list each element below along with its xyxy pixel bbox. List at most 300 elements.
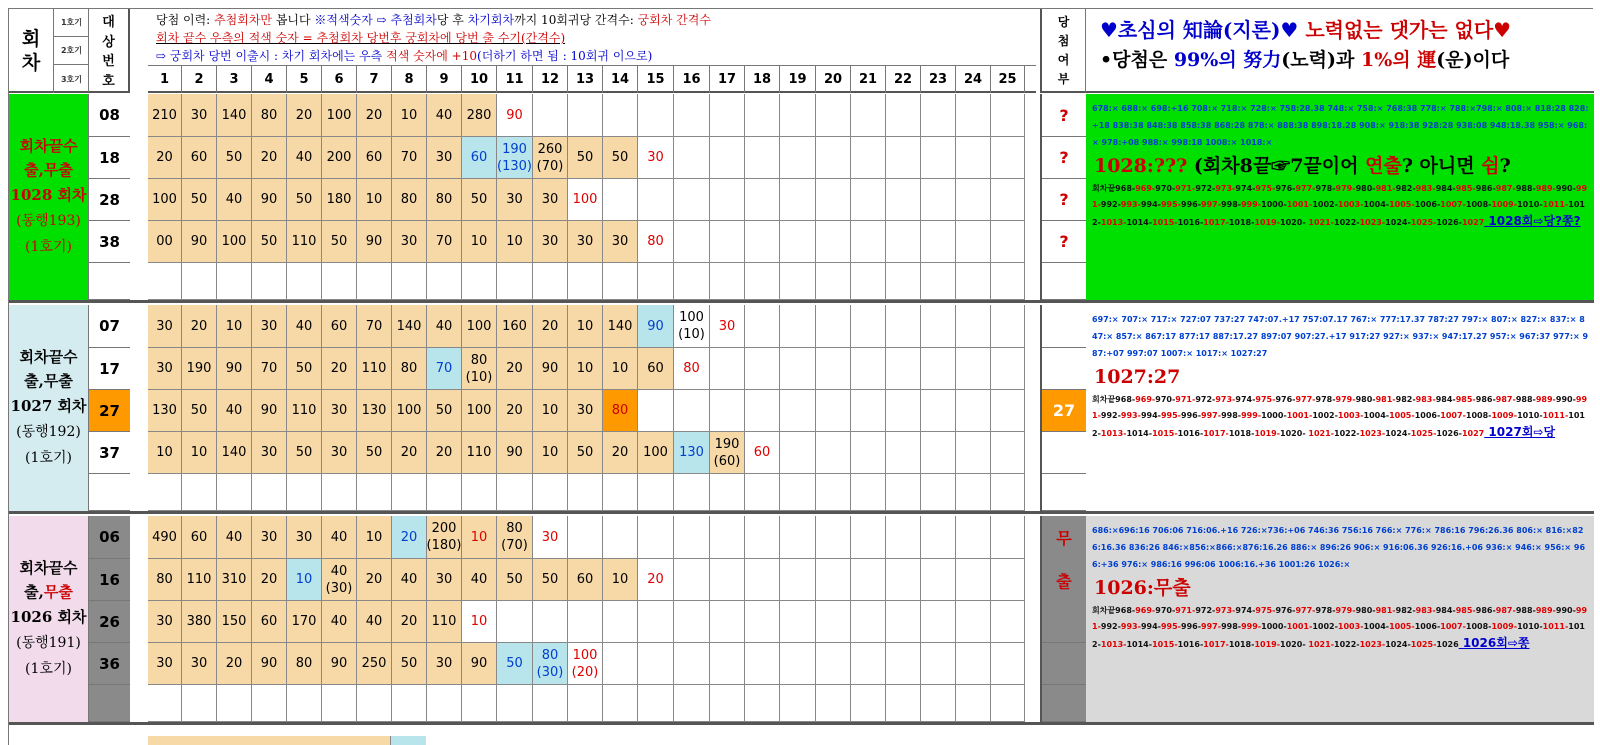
interval-cell[interactable]	[991, 221, 1025, 263]
interval-cell[interactable]: 40	[217, 516, 252, 559]
interval-cell[interactable]: 30	[252, 432, 287, 474]
interval-cell[interactable]: 50	[287, 348, 322, 390]
interval-cell[interactable]: 60	[745, 432, 780, 474]
interval-cell[interactable]	[851, 348, 886, 390]
interval-cell[interactable]	[851, 94, 886, 137]
interval-cell[interactable]: 100	[462, 390, 497, 432]
interval-cell[interactable]	[638, 474, 674, 511]
interval-cell[interactable]	[427, 474, 462, 511]
interval-cell[interactable]	[886, 263, 921, 300]
interval-cell[interactable]	[956, 137, 991, 179]
interval-cell[interactable]	[956, 432, 991, 474]
interval-cell[interactable]	[816, 559, 851, 601]
interval-cell[interactable]	[851, 137, 886, 179]
target-number-cell[interactable]: 26	[89, 601, 130, 643]
interval-cell[interactable]: 20	[148, 137, 182, 179]
interval-cell[interactable]: 160	[497, 305, 533, 348]
interval-cell[interactable]: 190 (60)	[710, 432, 745, 474]
interval-cell[interactable]	[603, 601, 638, 643]
interval-cell[interactable]: 90	[252, 643, 287, 685]
interval-cell[interactable]	[568, 474, 603, 511]
win-status-cell[interactable]: 출	[1042, 559, 1086, 601]
interval-cell[interactable]: 10	[357, 516, 392, 559]
interval-cell[interactable]	[816, 221, 851, 263]
interval-cell[interactable]	[710, 559, 745, 601]
interval-cell[interactable]	[674, 94, 710, 137]
target-number-cell[interactable]: 38	[89, 221, 130, 263]
interval-cell[interactable]: 150	[217, 601, 252, 643]
interval-cell[interactable]	[921, 390, 956, 432]
win-status-cell[interactable]	[1042, 643, 1086, 685]
interval-cell[interactable]	[956, 643, 991, 685]
interval-cell[interactable]	[851, 305, 886, 348]
interval-cell[interactable]: 140	[603, 305, 638, 348]
interval-cell[interactable]	[886, 432, 921, 474]
interval-cell[interactable]: 50	[568, 432, 603, 474]
interval-cell[interactable]	[886, 221, 921, 263]
interval-cell[interactable]: 100 (20)	[568, 643, 603, 685]
interval-cell[interactable]: 80 (70)	[497, 516, 533, 559]
interval-cell[interactable]: 250	[357, 643, 392, 685]
interval-cell[interactable]	[745, 263, 780, 300]
win-status-cell[interactable]: 무	[1042, 516, 1086, 559]
interval-cell[interactable]	[638, 263, 674, 300]
interval-cell[interactable]: 60	[638, 348, 674, 390]
interval-cell[interactable]	[816, 601, 851, 643]
interval-cell[interactable]	[674, 263, 710, 300]
interval-cell[interactable]: 90	[497, 94, 533, 137]
interval-cell[interactable]: 200 (180)	[427, 516, 462, 559]
interval-cell[interactable]: 20	[182, 305, 217, 348]
interval-cell[interactable]: 50	[603, 137, 638, 179]
interval-cell[interactable]	[745, 559, 780, 601]
win-status-cell[interactable]	[1042, 348, 1086, 390]
interval-cell[interactable]: 40	[427, 94, 462, 137]
interval-cell[interactable]: 10	[462, 601, 497, 643]
interval-cell[interactable]	[816, 263, 851, 300]
interval-cell[interactable]	[780, 474, 816, 511]
interval-cell[interactable]	[182, 474, 217, 511]
interval-cell[interactable]	[780, 305, 816, 348]
interval-cell[interactable]	[991, 601, 1025, 643]
interval-cell[interactable]: 50	[357, 432, 392, 474]
interval-cell[interactable]: 60	[568, 559, 603, 601]
interval-cell[interactable]: 10	[217, 305, 252, 348]
interval-cell[interactable]	[780, 559, 816, 601]
interval-cell[interactable]: 80	[252, 94, 287, 137]
win-status-cell[interactable]	[1042, 305, 1086, 348]
interval-cell[interactable]: 30	[392, 221, 427, 263]
interval-cell[interactable]	[497, 263, 533, 300]
interval-cell[interactable]: 50	[497, 643, 533, 685]
interval-cell[interactable]	[252, 474, 287, 511]
interval-cell[interactable]	[603, 516, 638, 559]
interval-cell[interactable]	[851, 221, 886, 263]
interval-cell[interactable]: 80	[674, 348, 710, 390]
interval-cell[interactable]	[886, 685, 921, 722]
interval-cell[interactable]: 10	[533, 390, 568, 432]
interval-cell[interactable]	[603, 94, 638, 137]
interval-cell[interactable]: 490	[148, 516, 182, 559]
interval-cell[interactable]: 20	[392, 432, 427, 474]
interval-cell[interactable]	[991, 179, 1025, 221]
interval-cell[interactable]	[710, 348, 745, 390]
interval-cell[interactable]: 100	[148, 179, 182, 221]
interval-cell[interactable]	[956, 348, 991, 390]
interval-cell[interactable]	[603, 643, 638, 685]
interval-cell[interactable]	[357, 685, 392, 722]
target-number-cell[interactable]: 07	[89, 305, 130, 348]
interval-cell[interactable]: 30	[533, 179, 568, 221]
interval-cell[interactable]: 40	[392, 559, 427, 601]
win-status-cell[interactable]: ?	[1042, 221, 1086, 263]
interval-cell[interactable]	[921, 685, 956, 722]
interval-cell[interactable]: 20	[497, 390, 533, 432]
interval-cell[interactable]	[745, 601, 780, 643]
interval-cell[interactable]: 40	[427, 305, 462, 348]
interval-cell[interactable]	[674, 474, 710, 511]
interval-cell[interactable]: 40 (30)	[322, 559, 357, 601]
win-status-cell[interactable]	[1042, 685, 1086, 722]
interval-cell[interactable]	[674, 559, 710, 601]
win-status-cell[interactable]: ?	[1042, 94, 1086, 137]
interval-cell[interactable]	[780, 516, 816, 559]
interval-cell[interactable]	[921, 263, 956, 300]
interval-cell[interactable]	[710, 516, 745, 559]
interval-cell[interactable]: 170	[287, 601, 322, 643]
interval-cell[interactable]: 20	[252, 137, 287, 179]
interval-cell[interactable]	[780, 390, 816, 432]
interval-cell[interactable]: 30	[252, 516, 287, 559]
interval-cell[interactable]	[816, 348, 851, 390]
interval-cell[interactable]	[816, 474, 851, 511]
interval-cell[interactable]	[886, 601, 921, 643]
interval-cell[interactable]: 50	[392, 643, 427, 685]
interval-cell[interactable]: 80	[427, 179, 462, 221]
interval-cell[interactable]	[851, 179, 886, 221]
interval-cell[interactable]	[710, 474, 745, 511]
interval-cell[interactable]	[991, 516, 1025, 559]
interval-cell[interactable]: 100	[638, 432, 674, 474]
interval-cell[interactable]: 80	[603, 390, 638, 432]
interval-cell[interactable]: 100	[322, 94, 357, 137]
interval-cell[interactable]: 60	[182, 516, 217, 559]
interval-cell[interactable]	[991, 559, 1025, 601]
interval-cell[interactable]: 90	[357, 221, 392, 263]
interval-cell[interactable]	[991, 94, 1025, 137]
interval-cell[interactable]: 110	[182, 559, 217, 601]
interval-cell[interactable]	[710, 94, 745, 137]
interval-cell[interactable]: 210	[148, 94, 182, 137]
interval-cell[interactable]	[886, 94, 921, 137]
interval-cell[interactable]: 190 (130)	[497, 137, 533, 179]
interval-cell[interactable]	[217, 685, 252, 722]
win-status-cell[interactable]	[1042, 474, 1086, 511]
interval-cell[interactable]: 80 (30)	[533, 643, 568, 685]
interval-cell[interactable]	[816, 94, 851, 137]
interval-cell[interactable]: 30	[533, 516, 568, 559]
target-number-cell[interactable]	[89, 263, 130, 300]
interval-cell[interactable]: 40	[287, 137, 322, 179]
interval-cell[interactable]	[886, 348, 921, 390]
interval-cell[interactable]: 90	[182, 221, 217, 263]
interval-cell[interactable]: 10	[497, 221, 533, 263]
interval-cell[interactable]: 30	[603, 221, 638, 263]
interval-cell[interactable]	[710, 179, 745, 221]
interval-cell[interactable]: 60	[357, 137, 392, 179]
interval-cell[interactable]	[921, 348, 956, 390]
interval-cell[interactable]: 20	[252, 559, 287, 601]
interval-cell[interactable]: 50	[427, 390, 462, 432]
interval-cell[interactable]: 30	[148, 601, 182, 643]
interval-cell[interactable]	[851, 390, 886, 432]
interval-cell[interactable]	[322, 474, 357, 511]
interval-cell[interactable]	[886, 305, 921, 348]
interval-cell[interactable]	[497, 685, 533, 722]
interval-cell[interactable]: 30	[148, 305, 182, 348]
interval-cell[interactable]: 70	[357, 305, 392, 348]
interval-cell[interactable]: 90	[533, 348, 568, 390]
interval-cell[interactable]	[638, 179, 674, 221]
interval-cell[interactable]: 140	[217, 94, 252, 137]
interval-cell[interactable]: 80	[148, 559, 182, 601]
interval-cell[interactable]: 30	[533, 221, 568, 263]
target-number-cell[interactable]: 36	[89, 643, 130, 685]
interval-cell[interactable]: 50	[182, 390, 217, 432]
round-link[interactable]: 1026회⇨쫑	[1458, 636, 1530, 650]
interval-cell[interactable]: 50	[322, 221, 357, 263]
interval-cell[interactable]: 40	[322, 601, 357, 643]
interval-cell[interactable]	[710, 643, 745, 685]
interval-cell[interactable]: 140	[217, 432, 252, 474]
interval-cell[interactable]: 00	[148, 221, 182, 263]
interval-cell[interactable]	[603, 685, 638, 722]
interval-cell[interactable]	[603, 179, 638, 221]
interval-cell[interactable]	[148, 263, 182, 300]
interval-cell[interactable]: 10	[462, 221, 497, 263]
interval-cell[interactable]	[568, 685, 603, 722]
interval-cell[interactable]	[533, 685, 568, 722]
interval-cell[interactable]: 20	[497, 348, 533, 390]
interval-cell[interactable]	[252, 685, 287, 722]
interval-cell[interactable]	[851, 516, 886, 559]
interval-cell[interactable]	[816, 137, 851, 179]
interval-cell[interactable]: 30	[568, 390, 603, 432]
interval-cell[interactable]	[638, 94, 674, 137]
interval-cell[interactable]	[392, 685, 427, 722]
interval-cell[interactable]	[182, 263, 217, 300]
interval-cell[interactable]	[921, 474, 956, 511]
interval-cell[interactable]	[148, 474, 182, 511]
interval-cell[interactable]: 70	[427, 348, 462, 390]
interval-cell[interactable]	[991, 474, 1025, 511]
interval-cell[interactable]: 20	[392, 516, 427, 559]
target-number-cell[interactable]: 28	[89, 179, 130, 221]
interval-cell[interactable]	[886, 179, 921, 221]
interval-cell[interactable]	[991, 137, 1025, 179]
interval-cell[interactable]: 100 (10)	[674, 305, 710, 348]
interval-cell[interactable]: 40	[217, 179, 252, 221]
interval-cell[interactable]	[991, 305, 1025, 348]
interval-cell[interactable]	[991, 348, 1025, 390]
interval-cell[interactable]	[745, 474, 780, 511]
interval-cell[interactable]	[674, 137, 710, 179]
interval-cell[interactable]	[568, 263, 603, 300]
win-status-cell[interactable]	[1042, 601, 1086, 643]
interval-cell[interactable]: 40	[462, 559, 497, 601]
interval-cell[interactable]	[816, 516, 851, 559]
interval-cell[interactable]	[851, 685, 886, 722]
interval-cell[interactable]	[956, 516, 991, 559]
interval-cell[interactable]	[745, 305, 780, 348]
interval-cell[interactable]: 100	[217, 221, 252, 263]
interval-cell[interactable]	[497, 474, 533, 511]
interval-cell[interactable]	[886, 137, 921, 179]
interval-cell[interactable]: 90	[638, 305, 674, 348]
win-status-cell[interactable]: ?	[1042, 137, 1086, 179]
interval-cell[interactable]	[638, 685, 674, 722]
interval-cell[interactable]	[780, 221, 816, 263]
interval-cell[interactable]	[956, 305, 991, 348]
interval-cell[interactable]: 60	[322, 305, 357, 348]
interval-cell[interactable]: 30	[287, 516, 322, 559]
target-number-cell[interactable]: 18	[89, 137, 130, 179]
interval-cell[interactable]	[956, 559, 991, 601]
interval-cell[interactable]	[780, 348, 816, 390]
interval-cell[interactable]	[674, 221, 710, 263]
interval-cell[interactable]	[780, 94, 816, 137]
interval-cell[interactable]	[710, 601, 745, 643]
interval-cell[interactable]: 20	[322, 348, 357, 390]
interval-cell[interactable]	[991, 643, 1025, 685]
interval-cell[interactable]	[921, 179, 956, 221]
target-number-cell[interactable]: 37	[89, 432, 130, 474]
interval-cell[interactable]	[956, 390, 991, 432]
interval-cell[interactable]: 50	[497, 559, 533, 601]
interval-cell[interactable]: 30	[322, 390, 357, 432]
interval-cell[interactable]	[780, 263, 816, 300]
interval-cell[interactable]: 10	[568, 348, 603, 390]
target-number-cell[interactable]: 08	[89, 94, 130, 137]
interval-cell[interactable]	[533, 601, 568, 643]
interval-cell[interactable]: 10	[357, 179, 392, 221]
interval-cell[interactable]: 30	[568, 221, 603, 263]
interval-cell[interactable]	[533, 263, 568, 300]
interval-cell[interactable]: 90	[252, 390, 287, 432]
interval-cell[interactable]: 20	[392, 601, 427, 643]
interval-cell[interactable]	[462, 474, 497, 511]
interval-cell[interactable]	[956, 601, 991, 643]
interval-cell[interactable]	[921, 137, 956, 179]
interval-cell[interactable]	[956, 221, 991, 263]
interval-cell[interactable]: 10	[462, 516, 497, 559]
interval-cell[interactable]: 10	[603, 348, 638, 390]
interval-cell[interactable]	[568, 601, 603, 643]
interval-cell[interactable]	[921, 94, 956, 137]
interval-cell[interactable]	[991, 263, 1025, 300]
interval-cell[interactable]: 110	[287, 221, 322, 263]
interval-cell[interactable]	[745, 685, 780, 722]
interval-cell[interactable]: 10	[603, 559, 638, 601]
target-number-cell[interactable]: 06	[89, 516, 130, 559]
interval-cell[interactable]	[780, 137, 816, 179]
target-number-cell[interactable]	[89, 685, 130, 722]
interval-cell[interactable]	[357, 263, 392, 300]
interval-cell[interactable]	[462, 685, 497, 722]
interval-cell[interactable]: 90	[252, 179, 287, 221]
interval-cell[interactable]	[710, 263, 745, 300]
interval-cell[interactable]: 70	[392, 137, 427, 179]
interval-cell[interactable]: 20	[357, 559, 392, 601]
interval-cell[interactable]	[886, 559, 921, 601]
interval-cell[interactable]: 10	[182, 432, 217, 474]
interval-cell[interactable]: 60	[182, 137, 217, 179]
interval-cell[interactable]	[322, 685, 357, 722]
target-number-cell[interactable]: 16	[89, 559, 130, 601]
interval-cell[interactable]	[816, 432, 851, 474]
interval-cell[interactable]: 30	[710, 305, 745, 348]
interval-cell[interactable]	[462, 263, 497, 300]
interval-cell[interactable]	[497, 601, 533, 643]
interval-cell[interactable]	[816, 179, 851, 221]
interval-cell[interactable]	[745, 390, 780, 432]
interval-cell[interactable]: 20	[217, 643, 252, 685]
interval-cell[interactable]: 50	[287, 432, 322, 474]
interval-cell[interactable]	[182, 685, 217, 722]
interval-cell[interactable]: 20	[638, 559, 674, 601]
interval-cell[interactable]: 200	[322, 137, 357, 179]
interval-cell[interactable]	[392, 474, 427, 511]
interval-cell[interactable]	[886, 643, 921, 685]
interval-cell[interactable]	[921, 601, 956, 643]
interval-cell[interactable]: 90	[462, 643, 497, 685]
interval-cell[interactable]: 90	[497, 432, 533, 474]
interval-cell[interactable]	[851, 474, 886, 511]
interval-cell[interactable]: 30	[427, 643, 462, 685]
interval-cell[interactable]	[287, 685, 322, 722]
interval-cell[interactable]	[638, 390, 674, 432]
interval-cell[interactable]: 50	[217, 137, 252, 179]
interval-cell[interactable]	[217, 263, 252, 300]
interval-cell[interactable]	[674, 390, 710, 432]
interval-cell[interactable]: 140	[392, 305, 427, 348]
target-number-cell[interactable]: 27	[89, 390, 130, 432]
interval-cell[interactable]	[745, 221, 780, 263]
interval-cell[interactable]: 40	[322, 516, 357, 559]
interval-cell[interactable]	[921, 516, 956, 559]
interval-cell[interactable]: 40	[357, 601, 392, 643]
interval-cell[interactable]	[851, 263, 886, 300]
interval-cell[interactable]	[710, 137, 745, 179]
interval-cell[interactable]: 110	[287, 390, 322, 432]
win-status-cell[interactable]: ?	[1042, 179, 1086, 221]
interval-cell[interactable]: 130	[148, 390, 182, 432]
interval-cell[interactable]	[780, 432, 816, 474]
interval-cell[interactable]	[886, 390, 921, 432]
interval-cell[interactable]: 60	[252, 601, 287, 643]
interval-cell[interactable]: 50	[182, 179, 217, 221]
interval-cell[interactable]	[921, 305, 956, 348]
interval-cell[interactable]: 10	[148, 432, 182, 474]
interval-cell[interactable]: 70	[252, 348, 287, 390]
interval-cell[interactable]: 100	[392, 390, 427, 432]
interval-cell[interactable]	[780, 601, 816, 643]
interval-cell[interactable]: 80	[638, 221, 674, 263]
interval-cell[interactable]	[603, 474, 638, 511]
interval-cell[interactable]	[674, 685, 710, 722]
interval-cell[interactable]: 10	[568, 305, 603, 348]
interval-cell[interactable]: 40	[217, 390, 252, 432]
